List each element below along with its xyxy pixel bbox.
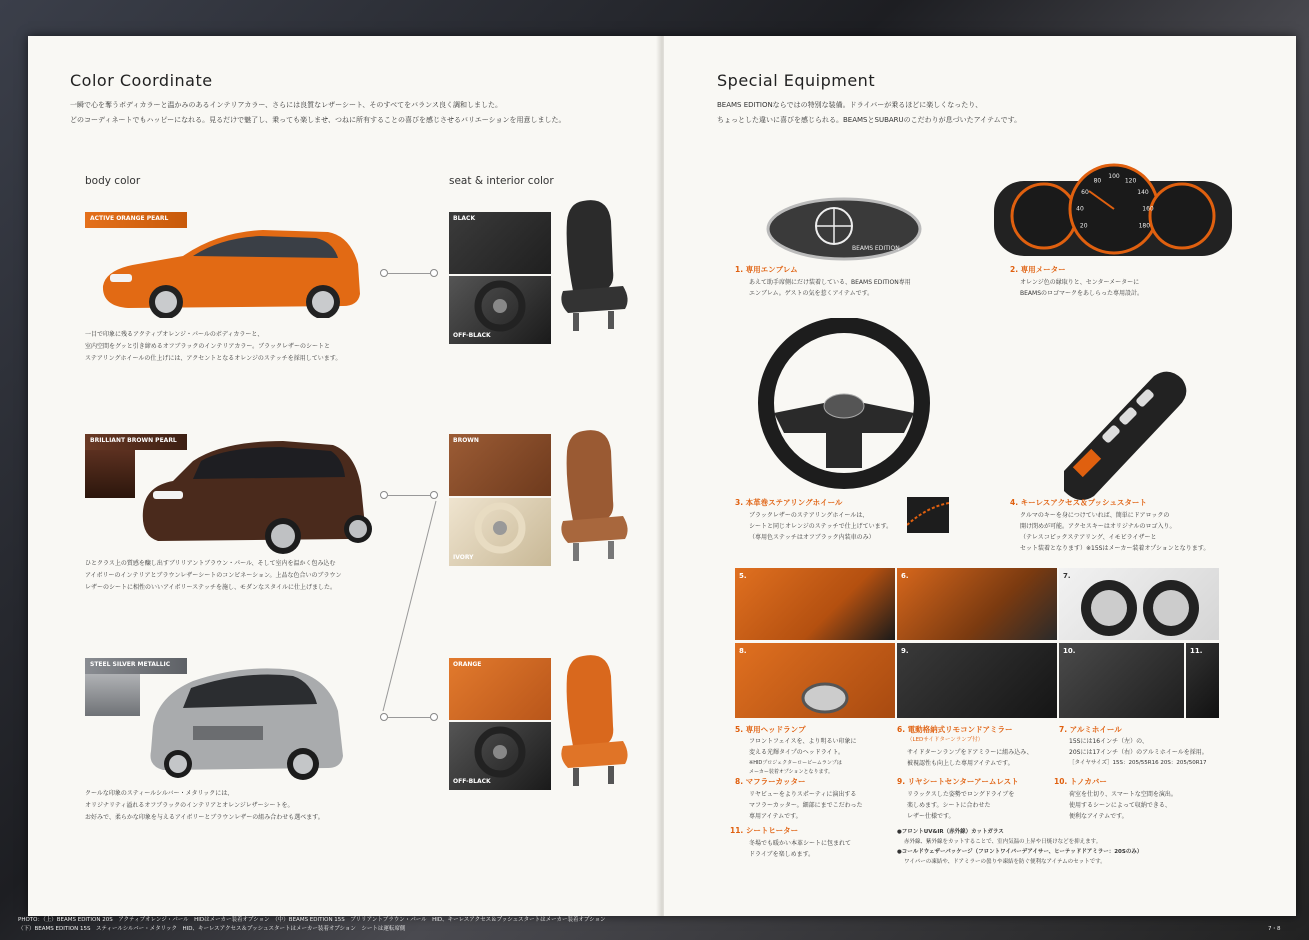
connector-dot <box>430 713 438 721</box>
photo-credit-1: PHOTO：（上）BEAMS EDITION 20S アクティブオレンジ・パール HIDはメーカー装着オプション （中）BEAMS EDITION 15S ブリリアントブラウン・パール HID、キーレスアクセス＆プッシュスタートはメーカー装着オプション <box>18 917 606 923</box>
meter-tick-label: 20 <box>1079 222 1088 230</box>
extra-2-title: ●コールドウェザーパッケージ（フロントワイパーデアイサー、ヒーテッドドアミラー：20Sのみ） <box>897 849 1143 855</box>
page-title: Special Equipment <box>717 71 876 90</box>
steering-wheel-icon <box>754 318 934 498</box>
item-8-text: 専用アイテムです。 <box>749 813 802 820</box>
meter-tick-label: 180 <box>1138 222 1151 230</box>
color-desc-1: 一目で印象に残るアクティブオレンジ・パールのボディカラーと、 <box>85 331 264 338</box>
photo-mirror <box>897 568 1057 640</box>
photo-armrest <box>897 643 1057 718</box>
meter-tick-label: 40 <box>1076 205 1084 213</box>
item-10-title: 10. トノカバー <box>1054 777 1107 786</box>
item-9-text: リラックスした姿勢でロングドライブを <box>907 791 1015 798</box>
item-5-text: フロントフェイスを、より明るい印象に <box>749 738 857 745</box>
extra-1-title: ●フロントUV&IR（赤外線）カットガラス <box>897 829 1004 835</box>
item-8-title: 8. マフラーカッター <box>735 777 806 786</box>
item-10-text: 荷室を仕切り、スマートな空間を演出。 <box>1069 791 1177 798</box>
seat-bottom-label: IVORY <box>453 554 474 561</box>
photo-wheels <box>1059 568 1219 640</box>
item-4-text: クルマのキーを身につけていれば、簡単にドアロックの <box>1020 512 1170 519</box>
photo-number: 10. <box>1063 647 1076 655</box>
color-desc-1: クールな印象のスティールシルバー・メタリックには、 <box>85 790 234 797</box>
car-image <box>133 656 353 788</box>
item-4-text: （テレスコピックステアリング、イモビライザーと <box>1020 534 1157 541</box>
cross-connector <box>378 496 438 716</box>
item-2-text: BEAMSのロゴマークをあしらった専用設計。 <box>1020 290 1143 297</box>
meter-tick-label: 160 <box>1142 205 1154 213</box>
car-image <box>133 431 378 559</box>
color-desc-1: ひとクラス上の質感を醸し出すブリリアントブラウン・パール、そして室内を温かく包み込む <box>85 560 336 567</box>
item-8-text: マフラーカッター。細部にまでこだわった <box>749 802 863 809</box>
item-4-text: セット装着となります）※15Sはメーカー装着オプションとなります。 <box>1020 545 1210 552</box>
item-3-title: 3. 本革巻ステアリングホイール <box>735 498 843 507</box>
photo-number: 9. <box>901 647 909 655</box>
car-image <box>88 214 378 318</box>
item-7-text: 15Sには16インチ（左）の、 <box>1069 738 1148 745</box>
photo-number: 8. <box>739 647 747 655</box>
item-6-text: サイドターンランプをドアミラーに組み込み、 <box>907 749 1033 756</box>
item-5-title: 5. 専用ヘッドランプ <box>735 725 806 734</box>
page-number: 7・8 <box>1268 926 1281 932</box>
seat-swatch-bottom <box>449 722 551 790</box>
swatch-label: STEEL SILVER METALLIC <box>85 658 187 674</box>
color-desc-3: レザーのシートに相性のいいアイボリーステッチを施し、モダンなスタイルに仕上げました。 <box>85 584 336 591</box>
item-1-title: 1. 専用エンブレム <box>735 265 798 274</box>
silver-swatch <box>85 674 140 716</box>
connector-dot <box>380 269 388 277</box>
meter-icon <box>984 161 1244 261</box>
connector-dot <box>380 713 388 721</box>
item-3-text: （専用色ステッチはオフブラック内装車のみ） <box>749 534 875 541</box>
item-6-text: 被視認性も向上した専用アイテムです。 <box>907 760 1014 767</box>
emblem-text: BEAMS EDITION <box>852 245 900 252</box>
item-11-text: ドライブを楽しめます。 <box>749 851 815 858</box>
seat-heading: seat & interior color <box>449 175 554 187</box>
photo-tonneau <box>1059 643 1184 718</box>
intro-line-1: BEAMS EDITIONならではの特別な装備。ドライバーが乗るほどに楽しくなったり、 <box>717 101 983 109</box>
photo-credit-2: （下）BEAMS EDITION 15S スティールシルバー・メタリック HID、キーレスアクセス＆プッシュスタートはメーカー装着オプション シートは運転席側 <box>18 926 406 932</box>
item-6-title: 6. 電動格納式リモコンドアミラー <box>897 725 1013 734</box>
meter-tick-label: 60 <box>1081 189 1089 197</box>
seat-swatch-bottom <box>449 498 551 566</box>
seat-image <box>553 421 633 571</box>
connector-dot <box>430 269 438 277</box>
seat-image <box>553 646 633 796</box>
item-4-title: 4. キーレスアクセス＆プッシュスタート <box>1010 498 1147 507</box>
right-page <box>664 36 1296 916</box>
item-10-text: 便利なアイテムです。 <box>1069 813 1128 820</box>
seat-top-label: BROWN <box>453 437 479 444</box>
seat-swatch-bottom <box>449 276 551 344</box>
page-title: Color Coordinate <box>70 71 213 90</box>
item-7-text: ［タイヤサイズ］15S：205/55R16 20S：205/50R17 <box>1069 760 1207 766</box>
stitch-photo <box>907 497 949 533</box>
seat-swatch-top <box>449 658 551 720</box>
item-9-text: レザー仕様です。 <box>907 813 955 820</box>
item-5-note: ※HIDプロジェクターロービームランプは <box>749 760 842 766</box>
photo-muffler <box>735 643 895 718</box>
brown-swatch <box>85 450 135 498</box>
item-11-title: 11. シートヒーター <box>730 826 799 835</box>
meter-tick-label: 140 <box>1137 189 1149 197</box>
photo-number: 11. <box>1190 647 1203 655</box>
meter-tick-label: 80 <box>1093 177 1102 185</box>
extra-2-text: ワイパーの凍結や、ドアミラーの曇りや凍結を防ぐ便利なアイテムのセットです。 <box>904 859 1106 865</box>
item-10-text: 使用するシーンによって収納できる、 <box>1069 802 1171 809</box>
item-7-title: 7. アルミホイール <box>1059 725 1122 734</box>
item-4-text: 開け閉めが可能。アクセスキーはオリジナルのロゴ入り。 <box>1020 523 1176 530</box>
item-1-text: エンブレム。ゲストの気を惹くアイテムです。 <box>749 290 874 297</box>
item-5-text: 変える光輝タイプのヘッドライト。 <box>749 749 844 756</box>
photo-number: 6. <box>901 572 909 580</box>
item-9-text: 楽しめます。シートに合わせた <box>907 802 991 809</box>
key-fob-icon <box>1044 361 1194 501</box>
seat-image <box>553 191 633 341</box>
item-9-title: 9. リヤシートセンターアームレスト <box>897 777 1019 786</box>
intro-line-2: どのコーディネートでもハッピーになれる。見るだけで魅了し、乗っても楽しませ、つねに所有することの喜びを感じさせるバリエーションを用意しました。 <box>70 116 566 124</box>
color-desc-2: 室内空間をグッと引き締めるオフブラックのインテリアカラー。ブラックレザーのシートと <box>85 343 330 350</box>
swatch-label: BRILLIANT BROWN PEARL <box>85 434 187 450</box>
swatch-label: ACTIVE ORANGE PEARL <box>85 212 187 228</box>
seat-bottom-label: OFF-BLACK <box>453 332 491 339</box>
meter-tick-label: 100 <box>1108 173 1120 180</box>
meter-tick-label: 120 <box>1124 177 1137 185</box>
seat-top-label: BLACK <box>453 215 476 222</box>
item-2-text: オレンジ色の縁取りと、センターメーターに <box>1020 279 1140 286</box>
seat-bottom-label: OFF-BLACK <box>453 778 491 785</box>
connector-line <box>388 273 430 274</box>
photo-number: 5. <box>739 572 747 580</box>
color-desc-2: アイボリーのインテリアとブラウンレザーシートのコンビネーション。上品な色合いのブラウン <box>85 572 342 579</box>
item-1-text: あえて助手席側にだけ装着している、BEAMS EDITION専用 <box>749 279 911 286</box>
item-11-text: 冬場でも暖かい本革シートに包まれて <box>749 840 852 847</box>
item-7-text: 20Sには17インチ（右）のアルミホイールを採用。 <box>1069 749 1208 756</box>
item-6-sub: （LEDサイドターンランプ付） <box>907 737 984 743</box>
body-color-heading: body color <box>85 175 141 187</box>
photo-number: 7. <box>1063 572 1071 580</box>
item-5-note: メーカー装着オプションとなります。 <box>749 769 834 775</box>
catalog-spread <box>28 36 1296 916</box>
color-desc-2: オリジナリティ溢れるオフブラックのインテリアとオレンジレザーシートを。 <box>85 802 294 809</box>
color-desc-3: ステアリングホイールの仕上げには、アクセントとなるオレンジのステッチを採用しています。 <box>85 355 342 362</box>
seat-top-label: ORANGE <box>453 661 482 668</box>
item-3-text: ブラックレザーのステアリングホイールは、 <box>749 512 869 519</box>
item-2-title: 2. 専用メーター <box>1010 265 1066 274</box>
beams-emblem-icon <box>764 194 924 264</box>
intro-line-1: 一瞬で心を奪うボディカラーと温かみのあるインテリアカラー、さらには良質なレザーシート、そのすべてをバランス良く調和しました。 <box>70 101 502 109</box>
photo-headlamp <box>735 568 895 640</box>
item-3-text: シートと同じオレンジのステッチで仕上げています。 <box>749 523 893 530</box>
item-8-text: リヤビューをよりスポーティに演出する <box>749 791 857 798</box>
extra-1-text: 赤外線、紫外線をカットすることで、室内気温の上昇や日焼けなどを抑えます。 <box>904 839 1102 845</box>
seat-swatch-top <box>449 434 551 496</box>
seat-swatch-top <box>449 212 551 274</box>
intro-line-2: ちょっとした違いに喜びを感じられる。BEAMSとSUBARUのこだわりが息づいたアイテムです。 <box>717 116 1022 124</box>
color-desc-3: お好みで、柔らかな印象を与えるアイボリーとブラウンレザーの組み合わせも選べます。 <box>85 814 324 821</box>
connector-line <box>388 717 430 718</box>
left-page <box>28 36 662 916</box>
photo-seat-heater <box>1186 643 1219 718</box>
